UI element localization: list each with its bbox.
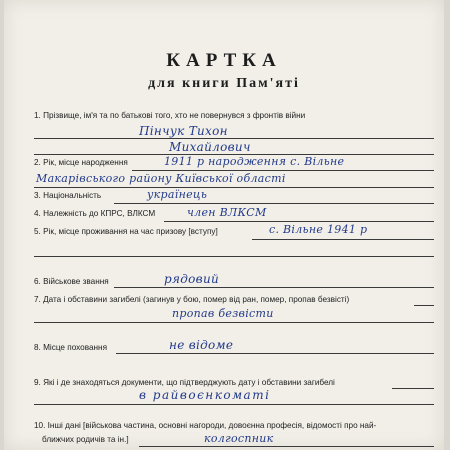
field-10-rule xyxy=(139,446,434,447)
field-7-rule-1 xyxy=(414,305,434,306)
field-6-label: 6. Військове звання xyxy=(34,277,109,286)
field-9-rule-1 xyxy=(392,388,434,389)
field-1-patronymic: Михайлович xyxy=(169,140,251,154)
field-5-residence-at-conscription: с. Вільне 1941 р xyxy=(269,223,368,236)
card-subtitle: для книги Пам'яті xyxy=(148,76,300,91)
field-2-rule-2 xyxy=(34,187,434,188)
field-7-death-circumstances: пропав безвісти xyxy=(172,307,274,320)
field-2-rule-1 xyxy=(132,170,434,171)
field-6-military-rank: рядовий xyxy=(164,272,219,286)
field-4-label: 4. Належність до КПРС, ВЛКСМ xyxy=(34,209,156,218)
field-2-label: 2. Рік, місце народження xyxy=(34,158,128,167)
field-1-surname-name: Пінчук Тихон xyxy=(139,124,228,138)
field-8-label: 8. Місце поховання xyxy=(34,343,107,352)
field-3-nationality: українець xyxy=(147,188,208,201)
memory-book-card xyxy=(4,0,444,450)
field-5-label: 5. Рік, місце проживання на час призову [вступу] xyxy=(34,227,218,236)
field-8-rule xyxy=(116,353,434,354)
field-5-rule-1 xyxy=(252,239,434,240)
field-1-label: 1. Прізвище, ім'я та по батькові того, хто не повернувся з фронтів війни xyxy=(34,111,306,120)
field-2-birth-region: Макарівського району Київської області xyxy=(36,172,286,185)
field-8-burial-place: не відоме xyxy=(169,338,234,352)
field-10-label-line-1: 10. Інші дані [військова частина, основні нагороди, довоєнна професія, відомості про най- xyxy=(34,421,377,430)
field-7-rule-2 xyxy=(34,322,434,323)
field-9-documents: в райвоєнкоматі xyxy=(139,388,271,402)
field-6-rule xyxy=(114,287,434,288)
field-2-birth-year-place: 1911 р народження с. Вільне xyxy=(164,155,345,168)
field-9-label: 9. Які і де знаходяться документи, що підтверджують дату і обставини загибелі xyxy=(34,378,335,387)
field-5-rule-2 xyxy=(34,256,434,257)
field-1-rule-1 xyxy=(34,138,434,139)
card-title: КАРТКА xyxy=(166,50,282,71)
field-7-label: 7. Дата і обставини загибелі (загинув у бою, помер від ран, помер, пропав безвісті) xyxy=(34,295,350,304)
field-4-party-membership: член ВЛКСМ xyxy=(187,206,267,219)
field-9-rule-2 xyxy=(34,404,434,405)
field-4-rule xyxy=(164,221,434,222)
field-3-rule xyxy=(114,203,434,204)
field-10-other-data: колгоспник xyxy=(204,432,274,445)
field-10-label-line-2: ближчих родичів та ін.] xyxy=(42,435,129,444)
field-3-label: 3. Національність xyxy=(34,191,102,200)
